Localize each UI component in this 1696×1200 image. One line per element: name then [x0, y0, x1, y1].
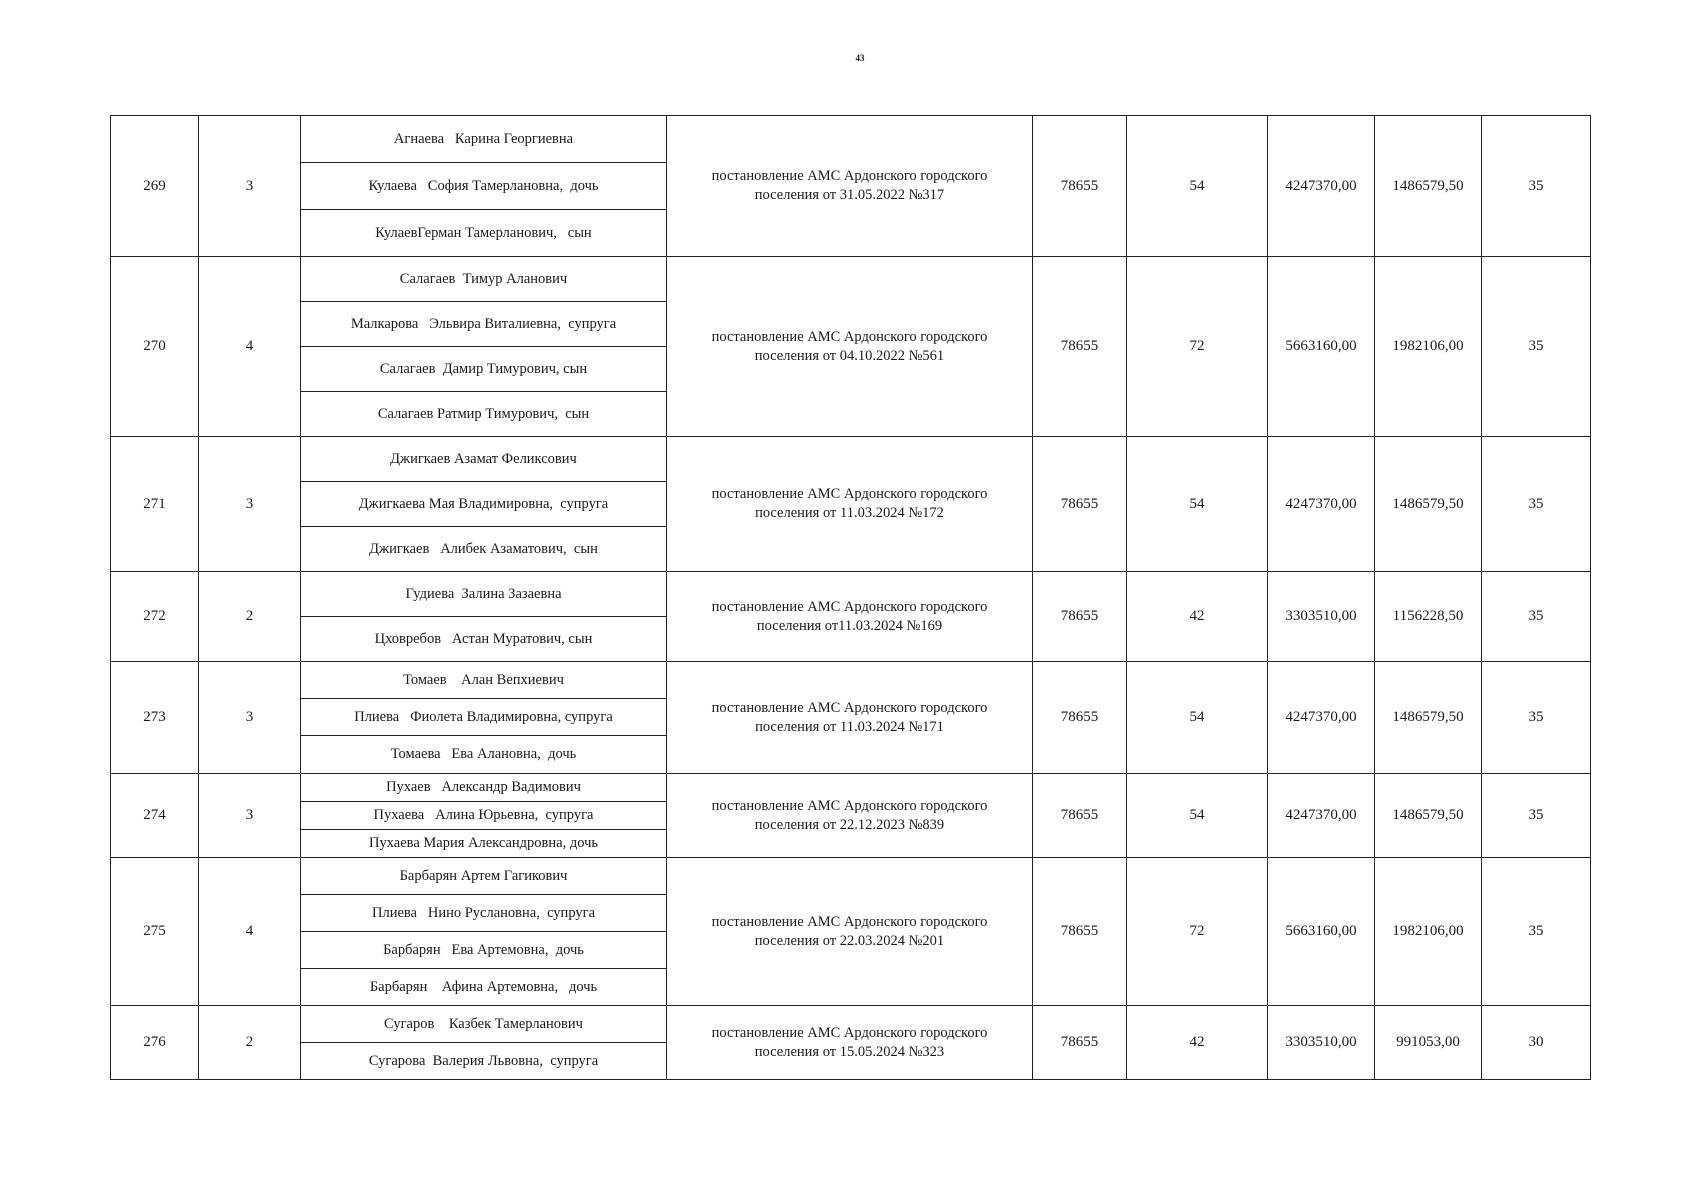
family-size: 3: [199, 662, 301, 774]
family-member: Джигкаев Алибек Азаматович, сын: [301, 527, 667, 572]
subsidy-amount: 1486579,50: [1375, 774, 1482, 858]
subsidy-amount: 1486579,50: [1375, 662, 1482, 774]
table-row: [111, 774, 1591, 802]
subsidy-percent: 35: [1482, 572, 1591, 662]
family-member: Джигкаева Мая Владимировна, супруга: [301, 482, 667, 527]
cost-norm: 78655: [1033, 1006, 1127, 1080]
family-member: Пухаева Мария Александровна, дочь: [301, 830, 667, 858]
table-row: [111, 437, 1591, 482]
family-size: 3: [199, 116, 301, 257]
family-member: Малкарова Эльвира Виталиевна, супруга: [301, 302, 667, 347]
subsidy-percent: 35: [1482, 662, 1591, 774]
subsidy-percent: 35: [1482, 437, 1591, 572]
basis-document: постановление АМС Ардонского городского поселения от 11.03.2024 №172: [667, 437, 1033, 572]
family-member: Пухаев Александр Вадимович: [301, 774, 667, 802]
family-member: Плиева Нино Руслановна, супруга: [301, 895, 667, 932]
cost-norm: 78655: [1033, 858, 1127, 1006]
family-member: Барбарян Ева Артемовна, дочь: [301, 932, 667, 969]
table-row: [111, 1006, 1591, 1043]
record-number: 269: [111, 116, 199, 257]
subsidy-percent: 35: [1482, 858, 1591, 1006]
subsidy-percent: 30: [1482, 1006, 1591, 1080]
family-size: 4: [199, 858, 301, 1006]
area-norm: 42: [1127, 1006, 1268, 1080]
area-norm: 72: [1127, 858, 1268, 1006]
family-member: Пухаева Алина Юрьевна, супруга: [301, 802, 667, 830]
family-member: КулаевГерман Тамерланович, сын: [301, 210, 667, 257]
family-member: Сугаров Казбек Тамерланович: [301, 1006, 667, 1043]
subsidy-amount: 1982106,00: [1375, 858, 1482, 1006]
family-member: Салагаев Ратмир Тимурович, сын: [301, 392, 667, 437]
cost-norm: 78655: [1033, 116, 1127, 257]
record-number: 275: [111, 858, 199, 1006]
family-size: 2: [199, 1006, 301, 1080]
subsidy-percent: 35: [1482, 116, 1591, 257]
basis-document: постановление АМС Ардонского городского поселения от 04.10.2022 №561: [667, 257, 1033, 437]
record-number: 276: [111, 1006, 199, 1080]
family-size: 2: [199, 572, 301, 662]
total-cost: 5663160,00: [1268, 858, 1375, 1006]
subsidy-amount: 991053,00: [1375, 1006, 1482, 1080]
subsidy-amount: 1486579,50: [1375, 116, 1482, 257]
beneficiary-table: [110, 115, 1591, 1080]
subsidy-amount: 1156228,50: [1375, 572, 1482, 662]
total-cost: 4247370,00: [1268, 774, 1375, 858]
record-number: 274: [111, 774, 199, 858]
family-member: Цховребов Астан Муратович, сын: [301, 617, 667, 662]
cost-norm: 78655: [1033, 662, 1127, 774]
total-cost: 3303510,00: [1268, 572, 1375, 662]
table-row: [111, 858, 1591, 895]
area-norm: 54: [1127, 116, 1268, 257]
family-member: Плиева Фиолета Владимировна, супруга: [301, 699, 667, 736]
family-member: Агнаева Карина Георгиевна: [301, 116, 667, 163]
cost-norm: 78655: [1033, 774, 1127, 858]
record-number: 272: [111, 572, 199, 662]
family-member: Гудиева Залина Зазаевна: [301, 572, 667, 617]
basis-document: постановление АМС Ардонского городского поселения от11.03.2024 №169: [667, 572, 1033, 662]
table-row: [111, 662, 1591, 699]
basis-document: постановление АМС Ардонского городского поселения от 15.05.2024 №323: [667, 1006, 1033, 1080]
page-number: 43: [855, 53, 865, 63]
basis-document: постановление АМС Ардонского городского поселения от 11.03.2024 №171: [667, 662, 1033, 774]
subsidy-percent: 35: [1482, 774, 1591, 858]
total-cost: 4247370,00: [1268, 662, 1375, 774]
record-number: 273: [111, 662, 199, 774]
table-row: [111, 116, 1591, 163]
subsidy-amount: 1982106,00: [1375, 257, 1482, 437]
record-number: 270: [111, 257, 199, 437]
cost-norm: 78655: [1033, 572, 1127, 662]
area-norm: 72: [1127, 257, 1268, 437]
family-member: Барбарян Афина Артемовна, дочь: [301, 969, 667, 1006]
family-member: Джигкаев Азамат Феликсович: [301, 437, 667, 482]
basis-document: постановление АМС Ардонского городского поселения от 22.03.2024 №201: [667, 858, 1033, 1006]
area-norm: 54: [1127, 437, 1268, 572]
area-norm: 54: [1127, 662, 1268, 774]
area-norm: 42: [1127, 572, 1268, 662]
family-member: Кулаева София Тамерлановна, дочь: [301, 163, 667, 210]
table-row: [111, 572, 1591, 617]
family-size: 4: [199, 257, 301, 437]
basis-document: постановление АМС Ардонского городского поселения от 22.12.2023 №839: [667, 774, 1033, 858]
family-size: 3: [199, 437, 301, 572]
family-member: Барбарян Артем Гагикович: [301, 858, 667, 895]
cost-norm: 78655: [1033, 437, 1127, 572]
family-size: 3: [199, 774, 301, 858]
total-cost: 5663160,00: [1268, 257, 1375, 437]
family-member: Томаева Ева Алановна, дочь: [301, 736, 667, 774]
family-member: Салагаев Тимур Аланович: [301, 257, 667, 302]
total-cost: 3303510,00: [1268, 1006, 1375, 1080]
cost-norm: 78655: [1033, 257, 1127, 437]
area-norm: 54: [1127, 774, 1268, 858]
subsidy-amount: 1486579,50: [1375, 437, 1482, 572]
family-member: Томаев Алан Вепхиевич: [301, 662, 667, 699]
basis-document: постановление АМС Ардонского городского поселения от 31.05.2022 №317: [667, 116, 1033, 257]
table-row: [111, 257, 1591, 302]
table-body: [111, 116, 1591, 1080]
record-number: 271: [111, 437, 199, 572]
total-cost: 4247370,00: [1268, 437, 1375, 572]
family-member: Салагаев Дамир Тимурович, сын: [301, 347, 667, 392]
family-member: Сугарова Валерия Львовна, супруга: [301, 1043, 667, 1080]
total-cost: 4247370,00: [1268, 116, 1375, 257]
subsidy-percent: 35: [1482, 257, 1591, 437]
